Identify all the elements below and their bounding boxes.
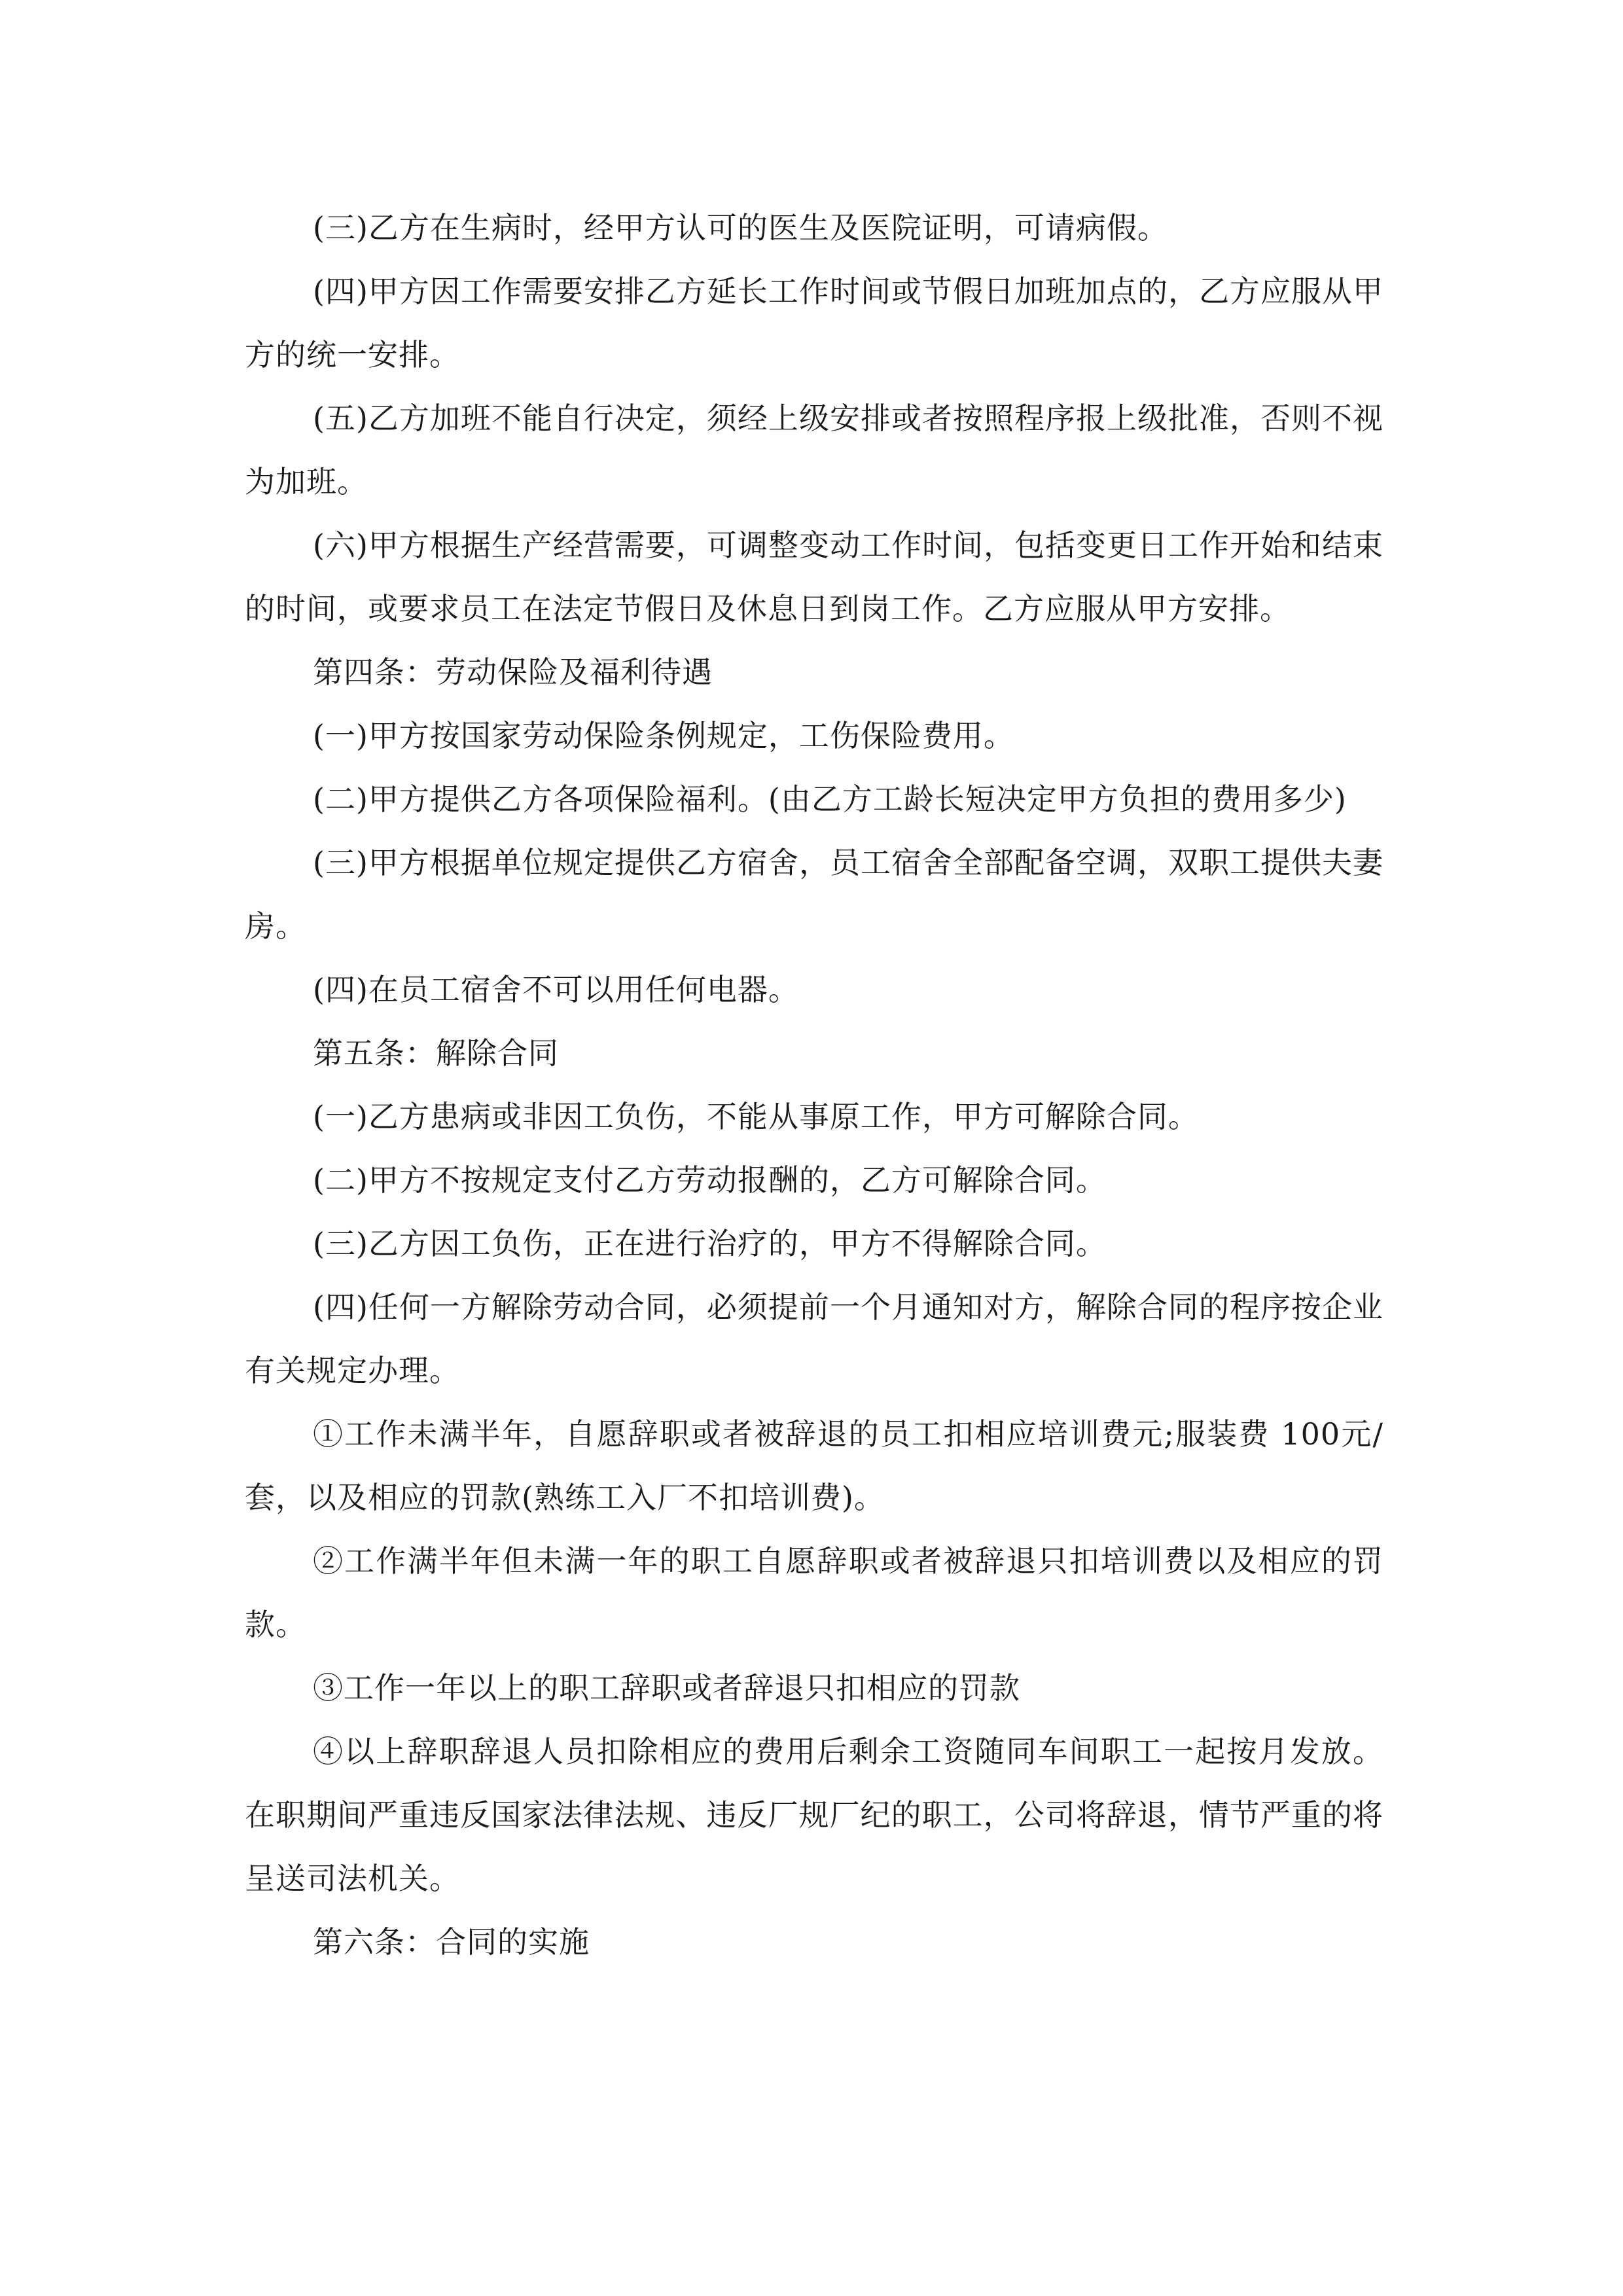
article-5-item-3: (三)乙方因工负伤，正在进行治疗的，甲方不得解除合同。 xyxy=(313,1226,1107,1261)
clause-4-overtime-arrangement: (四)甲方因工作需要安排乙方延长工作时间或节假日加班加点的，乙方应服从甲方的统一安排。 xyxy=(245,274,1383,372)
article-5-item-4: (四)任何一方解除劳动合同，必须提前一个月通知对方，解除合同的程序按企业有关规定办理。 xyxy=(245,1289,1383,1388)
article-5-subitem-2: ②工作满半年但未满一年的职工自愿辞职或者被辞退只扣培训费以及相应的罚款。 xyxy=(245,1543,1383,1642)
clause-5-overtime-approval: (五)乙方加班不能自行决定，须经上级安排或者按照程序报上级批准，否则不视为加班。 xyxy=(245,401,1383,499)
clause-6-work-time-adjustment: (六)甲方根据生产经营需要，可调整变动工作时间，包括变更日工作开始和结束的时间，或要求员工在法定节假日及休息日到岗工作。乙方应服从甲方安排。 xyxy=(245,528,1383,626)
article-4-item-3: (三)甲方根据单位规定提供乙方宿舍，员工宿舍全部配备空调，双职工提供夫妻房。 xyxy=(245,845,1383,944)
clause-3-sick-leave: (三)乙方在生病时，经甲方认可的医生及医院证明，可请病假。 xyxy=(313,210,1168,245)
article-5-heading: 第五条：解除合同 xyxy=(313,1035,559,1071)
article-4-item-1: (一)甲方按国家劳动保险条例规定，工伤保险费用。 xyxy=(313,718,1014,753)
article-4-item-2: (二)甲方提供乙方各项保险福利。(由乙方工龄长短决定甲方负担的费用多少) xyxy=(313,781,1347,817)
article-5-item-2: (二)甲方不按规定支付乙方劳动报酬的，乙方可解除合同。 xyxy=(313,1162,1107,1198)
article-4-item-4: (四)在员工宿舍不可以用任何电器。 xyxy=(313,972,799,1007)
article-5-item-1: (一)乙方患病或非因工负伤，不能从事原工作，甲方可解除合同。 xyxy=(313,1099,1199,1134)
article-6-heading: 第六条：合同的实施 xyxy=(313,1924,590,1960)
document-body xyxy=(245,196,1383,1974)
article-5-subitem-3: ③工作一年以上的职工辞职或者辞退只扣相应的罚款 xyxy=(313,1670,1020,1706)
article-5-subitem-4: ④以上辞职辞退人员扣除相应的费用后剩余工资随同车间职工一起按月发放。在职期间严重违反国家法律法规、违反厂规厂纪的职工，公司将辞退，情节严重的将呈送司法机关。 xyxy=(245,1734,1383,1896)
article-4-heading: 第四条：劳动保险及福利待遇 xyxy=(313,655,713,690)
article-5-subitem-1: ①工作未满半年，自愿辞职或者被辞退的员工扣相应培训费元;服装费 100元/套，以及相应的罚款(熟练工入厂不扣培训费)。 xyxy=(245,1416,1383,1515)
